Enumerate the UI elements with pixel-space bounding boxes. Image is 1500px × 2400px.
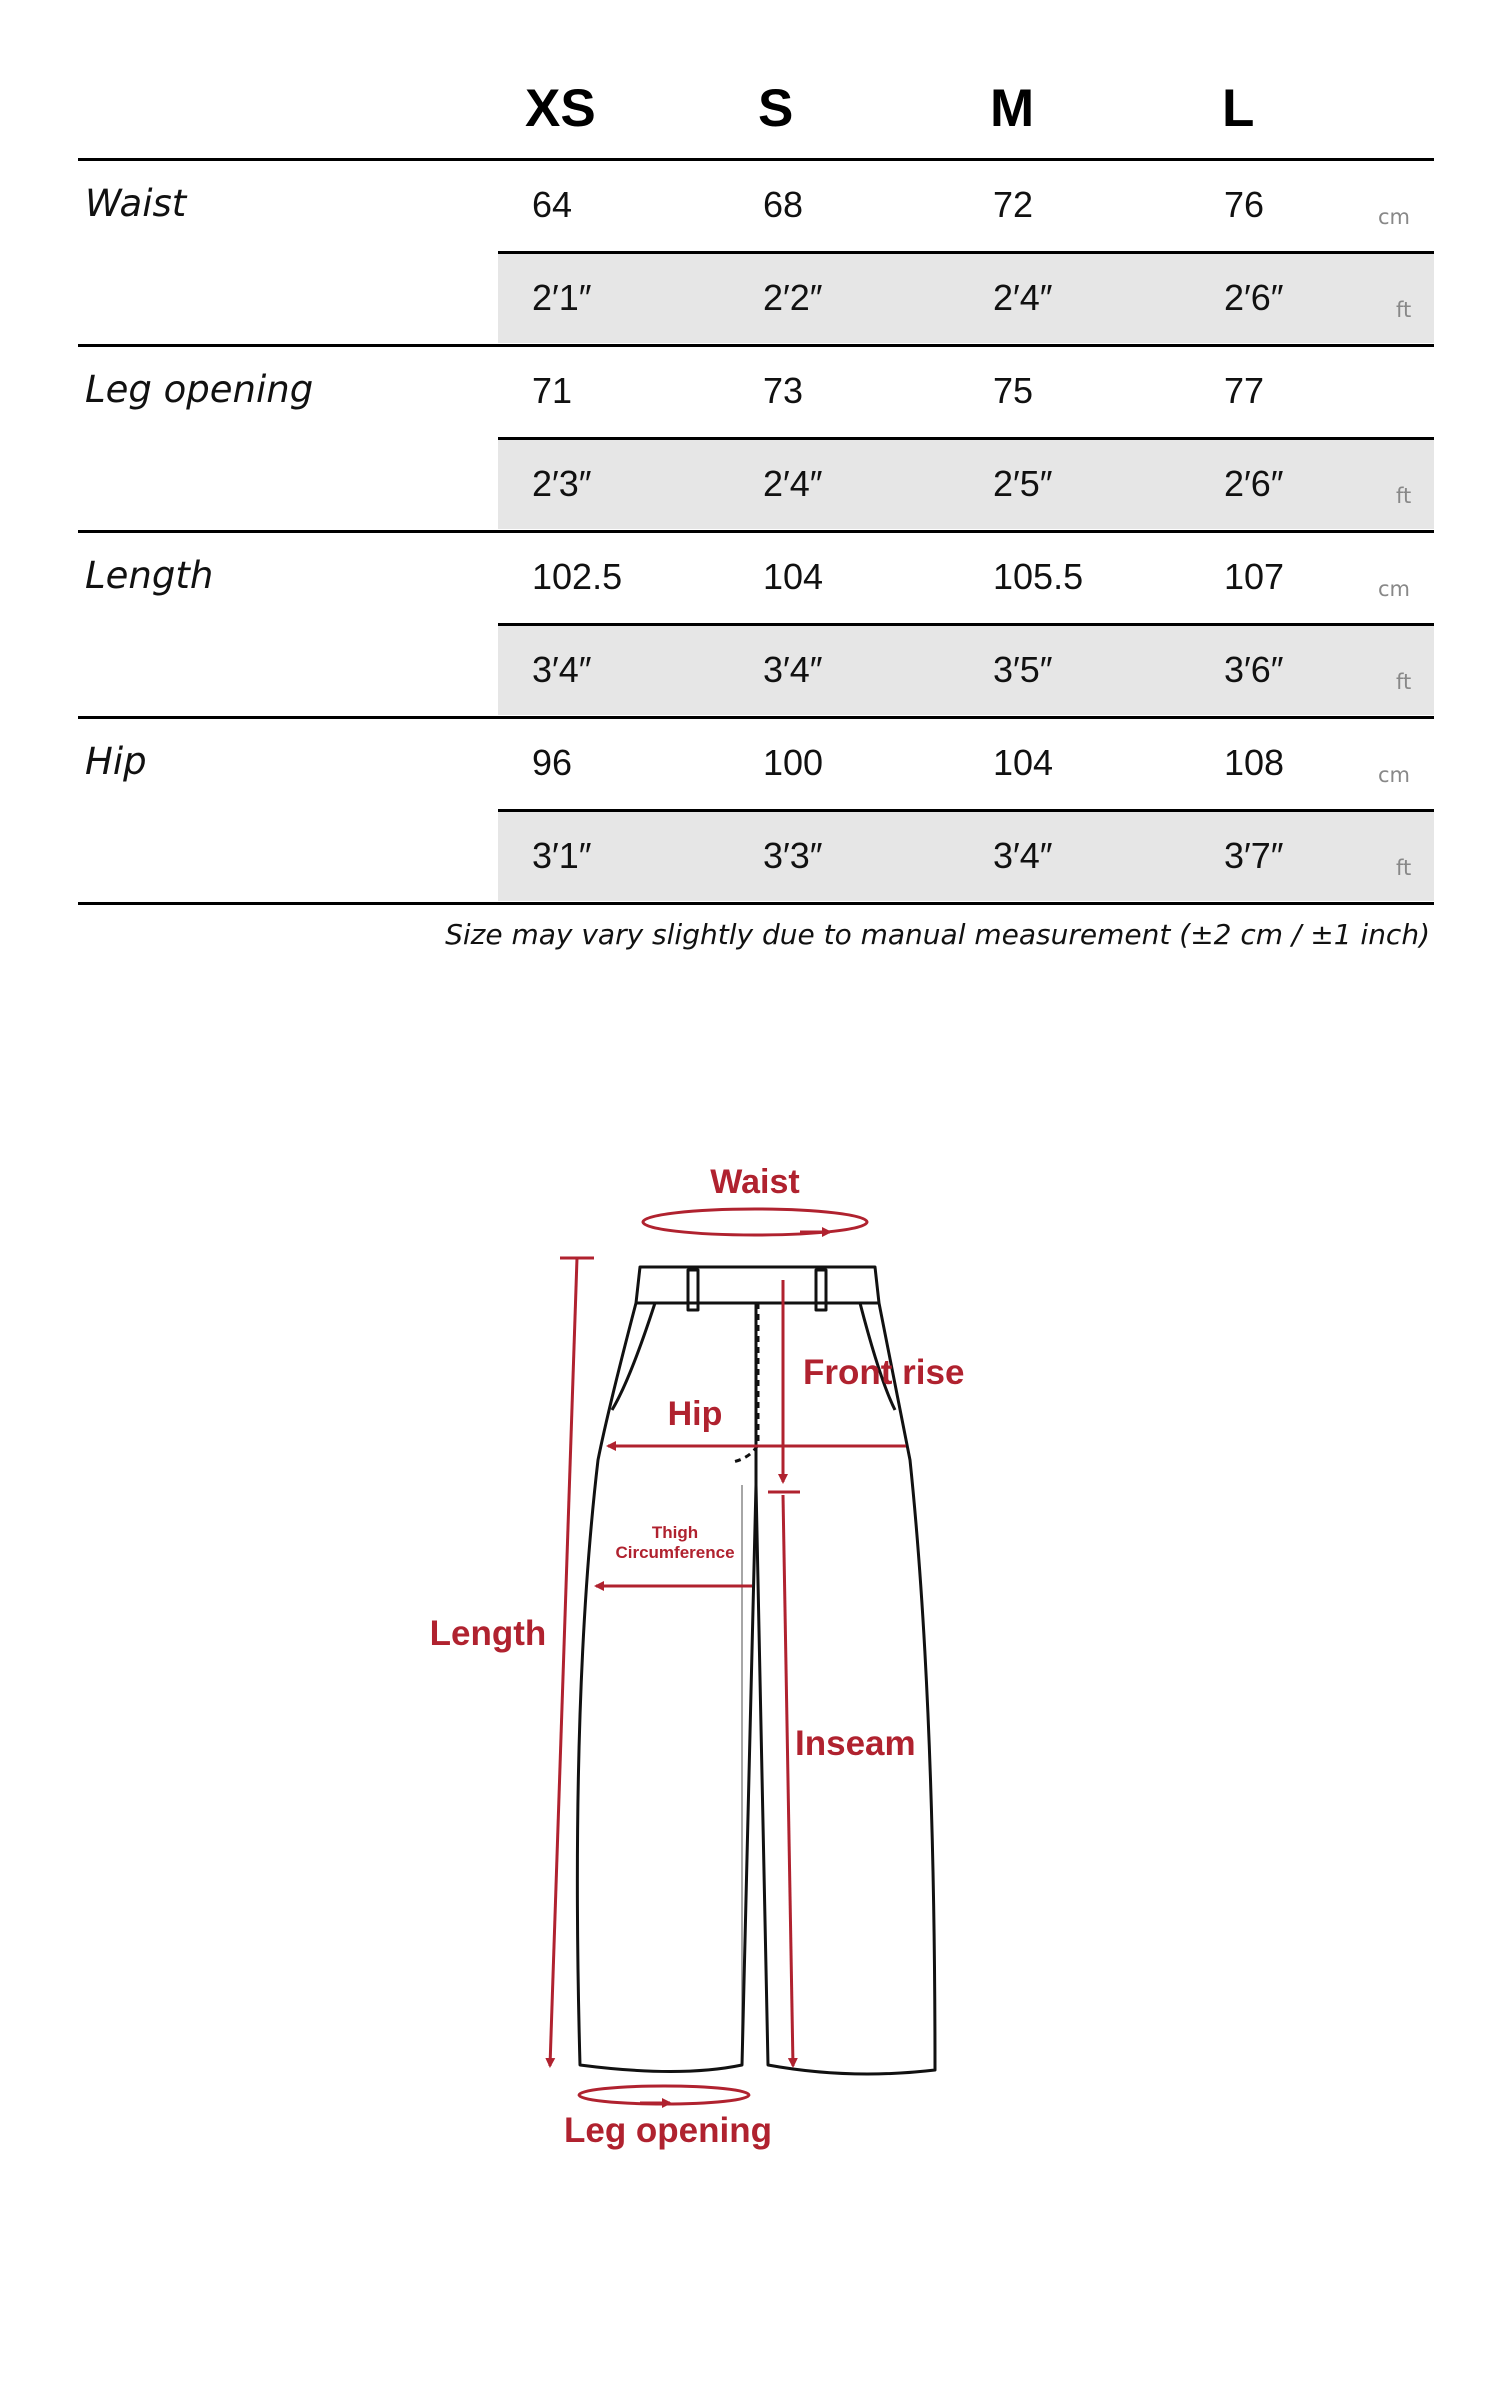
table-cell: 3′1″	[532, 835, 592, 876]
table-cell: 3′7″	[1224, 835, 1284, 876]
inseam-label: Inseam	[795, 1724, 916, 1763]
waist-measure	[643, 1163, 867, 1235]
table-cell: 102.5	[532, 556, 623, 597]
table-cell: 2′2″	[763, 277, 823, 318]
unit-label: cm	[1378, 577, 1411, 601]
row-label-waist: Waist	[85, 182, 187, 225]
inseam-measure	[783, 1495, 916, 2066]
table-cell: 64	[532, 184, 573, 225]
table-cell: 3′4″	[993, 835, 1053, 876]
table-cell: 3′4″	[532, 649, 592, 690]
table-cell: 108	[1224, 742, 1285, 783]
table-cell: 72	[993, 184, 1034, 225]
size-header-l: L	[1222, 79, 1255, 138]
table-cell: 2′6″	[1224, 277, 1284, 318]
size-header-s: S	[758, 79, 794, 138]
table-cell: 2′4″	[993, 277, 1053, 318]
measurement-note: Size may vary slightly due to manual measurement (±2 cm / ±1 inch)	[445, 918, 1430, 951]
thigh-label-1: Thigh	[651, 1523, 699, 1542]
size-header-m: M	[990, 79, 1035, 138]
length-label: Length	[429, 1614, 547, 1653]
table-cell: 71	[532, 370, 573, 411]
thigh-label-2: Circumference	[615, 1543, 735, 1562]
length-measure	[430, 1258, 594, 2066]
leg-opening-measure	[564, 2086, 772, 2150]
fly-line	[733, 1303, 758, 1462]
waist-label: Waist	[710, 1163, 800, 1201]
table-cell: 77	[1224, 370, 1265, 411]
table-cell: 2′1″	[532, 277, 592, 318]
table-cell: 3′3″	[763, 835, 823, 876]
unit-label: ft	[1396, 298, 1412, 322]
table-cell: 3′6″	[1224, 649, 1284, 690]
table-cell: 100	[763, 742, 824, 783]
table-cell: 73	[763, 370, 804, 411]
table-cell: 105.5	[993, 556, 1084, 597]
table-cell: 2′5″	[993, 463, 1053, 504]
table-cell: 3′5″	[993, 649, 1053, 690]
table-cell: 2′3″	[532, 463, 592, 504]
table-cell: 75	[993, 370, 1034, 411]
leg-opening-label: Leg opening	[563, 2111, 773, 2150]
table-cell: 3′4″	[763, 649, 823, 690]
table-cell: 104	[993, 742, 1054, 783]
thigh-measure	[596, 1523, 752, 1586]
table-cell: 104	[763, 556, 824, 597]
unit-label: cm	[1378, 205, 1411, 229]
left-pocket	[612, 1303, 655, 1410]
row-label-leg-opening: Leg opening	[85, 368, 314, 411]
front-rise-label: Front rise	[803, 1353, 965, 1392]
row-label-length: Length	[85, 554, 214, 597]
table-cell: 76	[1224, 184, 1265, 225]
table-cell: 107	[1224, 556, 1285, 597]
unit-label: ft	[1396, 856, 1412, 880]
size-header-xs: XS	[525, 79, 596, 138]
unit-label: ft	[1396, 670, 1412, 694]
table-cell: 68	[763, 184, 804, 225]
row-label-hip: Hip	[85, 740, 147, 783]
unit-label: cm	[1378, 763, 1411, 787]
table-cell: 2′4″	[763, 463, 823, 504]
hip-label: Hip	[667, 1395, 723, 1433]
waistband	[636, 1267, 879, 1303]
table-cell: 2′6″	[1224, 463, 1284, 504]
front-rise-measure	[768, 1280, 964, 1492]
unit-label: ft	[1396, 484, 1412, 508]
table-cell: 96	[532, 742, 573, 783]
